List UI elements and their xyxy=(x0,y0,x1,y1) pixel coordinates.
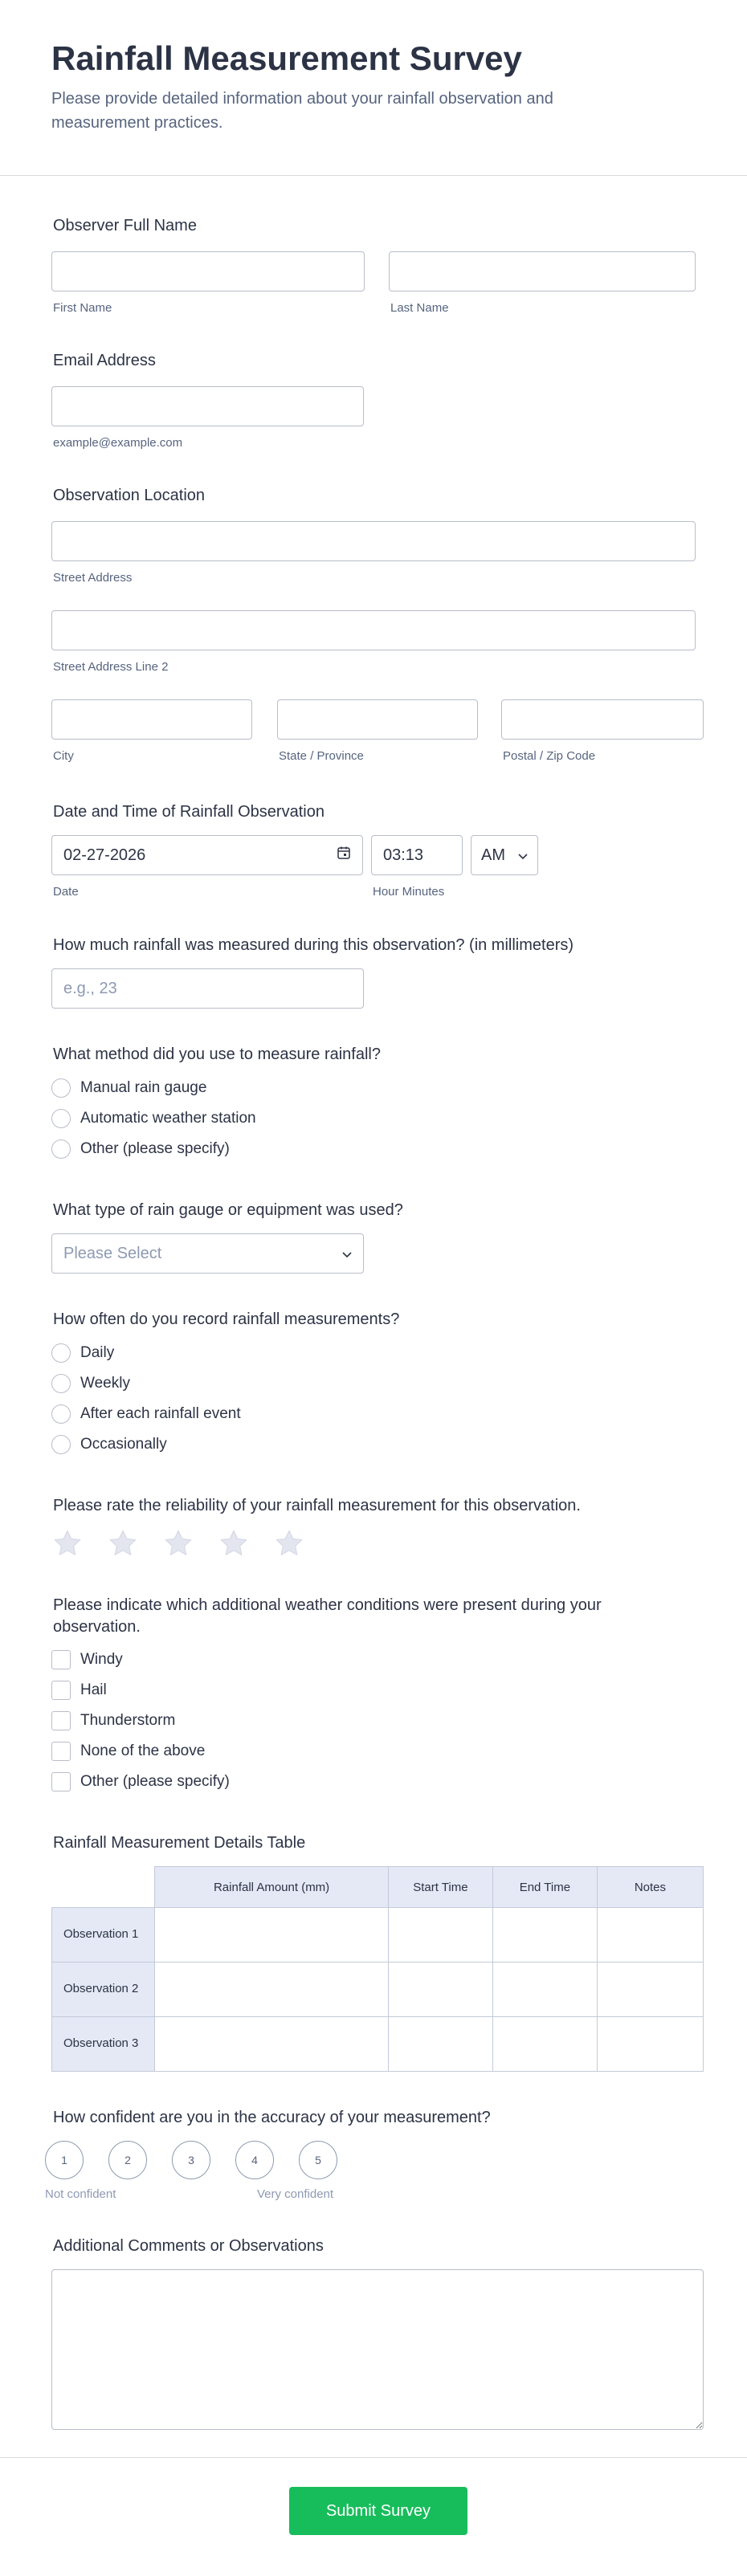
method-question xyxy=(51,1044,696,1164)
scale-option-1[interactable]: 1 xyxy=(45,2141,84,2179)
submit-button[interactable]: Submit Survey xyxy=(289,2487,467,2535)
conditions-option[interactable] xyxy=(51,1771,230,1792)
zip-input[interactable] xyxy=(501,699,704,740)
option-label: Daily xyxy=(80,1344,115,1361)
comments-textarea[interactable] xyxy=(51,2269,704,2430)
street-address-2-sublabel: Street Address Line 2 xyxy=(53,660,169,674)
city-sublabel: City xyxy=(53,749,74,763)
table-header-row xyxy=(52,1867,704,1908)
row-header: Observation 1 xyxy=(52,1908,155,1963)
page-subtitle: Please provide detailed information about your rainfall observation and measurement practices. xyxy=(51,90,553,132)
checkbox[interactable] xyxy=(51,1711,71,1730)
method-option[interactable] xyxy=(51,1078,206,1098)
radio-button[interactable] xyxy=(51,1374,71,1393)
checkbox[interactable] xyxy=(51,1772,71,1791)
chevron-down-icon xyxy=(518,846,528,865)
rainfall-amount-question xyxy=(51,935,696,1015)
email-question xyxy=(51,350,696,454)
question-label: Please indicate which additional weather conditions were present during your observation. xyxy=(53,1596,602,1636)
gauge-question xyxy=(51,1200,696,1280)
scale-low-label: Not confident xyxy=(45,2187,116,2201)
option-label: Occasionally xyxy=(80,1436,167,1453)
option-label: Hail xyxy=(80,1681,107,1698)
table-question xyxy=(51,1832,696,2073)
table-cell[interactable] xyxy=(388,1963,492,2017)
confidence-question xyxy=(45,2107,696,2203)
question-label: What type of rain gauge or equipment was used? xyxy=(53,1201,403,1219)
column-header: Notes xyxy=(597,1867,703,1908)
table-cell[interactable] xyxy=(597,2017,703,2072)
comments-question xyxy=(51,2236,696,2436)
table-cell[interactable] xyxy=(597,1963,703,2017)
column-header: End Time xyxy=(492,1867,597,1908)
scale-option-3[interactable]: 3 xyxy=(172,2141,210,2179)
street-address-input[interactable] xyxy=(51,521,696,561)
gauge-select[interactable] xyxy=(51,1233,364,1274)
column-header: Start Time xyxy=(388,1867,492,1908)
date-sublabel: Date xyxy=(53,885,79,899)
checkbox[interactable] xyxy=(51,1742,71,1761)
measurement-table xyxy=(51,1866,704,2072)
conditions-option[interactable] xyxy=(51,1649,123,1670)
star-icon[interactable] xyxy=(218,1527,250,1559)
question-label: Please rate the reliability of your rainfall measurement for this observation. xyxy=(53,1497,581,1514)
option-label: Manual rain gauge xyxy=(80,1079,207,1096)
frequency-option[interactable] xyxy=(51,1343,114,1363)
row-header: Observation 2 xyxy=(52,1963,155,2017)
question-label: How much rainfall was measured during this observation? (in millimeters) xyxy=(53,936,574,954)
question-label: Additional Comments or Observations xyxy=(53,2237,324,2255)
email-input[interactable] xyxy=(51,386,364,426)
question-label: Date and Time of Rainfall Observation xyxy=(53,803,325,821)
table-cell[interactable] xyxy=(155,2017,389,2072)
option-label: None of the above xyxy=(80,1742,206,1759)
question-label: Observation Location xyxy=(53,487,206,504)
conditions-option[interactable] xyxy=(51,1710,175,1731)
scale-option-5[interactable]: 5 xyxy=(299,2141,337,2179)
table-row xyxy=(52,1963,704,2017)
ampm-select[interactable] xyxy=(471,835,538,875)
star-icon[interactable] xyxy=(162,1527,194,1559)
question-label: Observer Full Name xyxy=(53,217,197,234)
calendar-icon[interactable] xyxy=(337,846,351,865)
reliability-question xyxy=(51,1495,696,1567)
radio-button[interactable] xyxy=(51,1404,71,1424)
option-label: After each rainfall event xyxy=(80,1405,241,1422)
table-row xyxy=(52,1908,704,1963)
radio-button[interactable] xyxy=(51,1435,71,1454)
row-header: Observation 3 xyxy=(52,2017,155,2072)
ampm-value: AM xyxy=(481,846,505,864)
radio-button[interactable] xyxy=(51,1078,71,1098)
datetime-question xyxy=(51,801,696,906)
option-label: Weekly xyxy=(80,1375,130,1392)
checkbox[interactable] xyxy=(51,1681,71,1700)
select-placeholder: Please Select xyxy=(63,1244,162,1262)
form-header xyxy=(0,0,747,176)
table-corner xyxy=(52,1867,155,1908)
table-cell[interactable] xyxy=(597,1908,703,1963)
name-question xyxy=(51,215,696,320)
scale-high-label: Very confident xyxy=(257,2187,334,2201)
frequency-question xyxy=(51,1309,696,1461)
question-label: Email Address xyxy=(53,352,156,369)
table-cell[interactable] xyxy=(155,1908,389,1963)
option-label: Thunderstorm xyxy=(80,1712,176,1729)
conditions-option[interactable] xyxy=(51,1741,205,1762)
street-address-2-input[interactable] xyxy=(51,610,696,650)
option-label: Other (please specify) xyxy=(80,1773,230,1790)
star-icon[interactable] xyxy=(51,1527,84,1559)
option-label: Automatic weather station xyxy=(80,1110,256,1127)
question-label: What method did you use to measure rainfall? xyxy=(53,1045,381,1063)
radio-button[interactable] xyxy=(51,1109,71,1128)
question-label: How often do you record rainfall measurements? xyxy=(53,1310,400,1328)
table-cell[interactable] xyxy=(492,1908,597,1963)
street-address-sublabel: Street Address xyxy=(53,571,133,585)
city-input[interactable] xyxy=(51,699,252,740)
time-input[interactable] xyxy=(371,835,463,875)
date-input[interactable] xyxy=(51,835,363,875)
frequency-option[interactable] xyxy=(51,1373,130,1394)
option-label: Windy xyxy=(80,1651,123,1668)
page-title: Rainfall Measurement Survey xyxy=(51,39,522,77)
column-header: Rainfall Amount (mm) xyxy=(155,1867,389,1908)
rainfall-amount-input[interactable] xyxy=(51,968,364,1009)
frequency-option[interactable] xyxy=(51,1434,167,1455)
table-cell[interactable] xyxy=(492,1963,597,2017)
conditions-option[interactable] xyxy=(51,1680,107,1701)
state-input[interactable] xyxy=(277,699,478,740)
radio-button[interactable] xyxy=(51,1139,71,1159)
last-name-input[interactable] xyxy=(389,251,696,291)
date-value: 02-27-2026 xyxy=(63,846,146,864)
table-cell[interactable] xyxy=(388,1908,492,1963)
table-cell[interactable] xyxy=(155,1963,389,2017)
method-option[interactable] xyxy=(51,1108,256,1129)
question-label: How confident are you in the accuracy of your measurement? xyxy=(53,2109,491,2126)
scale-option-2[interactable]: 2 xyxy=(108,2141,147,2179)
frequency-option[interactable] xyxy=(51,1404,241,1425)
time-sublabel: Hour Minutes xyxy=(373,885,445,899)
conditions-question xyxy=(51,1595,696,1795)
first-name-sublabel: First Name xyxy=(53,301,112,315)
method-option[interactable] xyxy=(51,1139,230,1160)
location-question xyxy=(51,485,696,774)
email-sublabel: example@example.com xyxy=(53,436,183,450)
zip-sublabel: Postal / Zip Code xyxy=(503,749,596,763)
option-label: Other (please specify) xyxy=(80,1140,230,1157)
time-value: 03:13 xyxy=(383,846,424,864)
star-icon[interactable] xyxy=(107,1527,139,1559)
table-cell[interactable] xyxy=(492,2017,597,2072)
first-name-input[interactable] xyxy=(51,251,365,291)
state-sublabel: State / Province xyxy=(279,749,364,763)
chevron-down-icon xyxy=(342,1245,352,1263)
last-name-sublabel: Last Name xyxy=(390,301,449,315)
radio-button[interactable] xyxy=(51,1343,71,1363)
checkbox[interactable] xyxy=(51,1650,71,1669)
table-cell[interactable] xyxy=(388,2017,492,2072)
star-icon[interactable] xyxy=(273,1527,305,1559)
table-row xyxy=(52,2017,704,2072)
question-label: Rainfall Measurement Details Table xyxy=(53,1834,306,1852)
form-footer xyxy=(0,2457,747,2576)
scale-option-4[interactable]: 4 xyxy=(235,2141,274,2179)
